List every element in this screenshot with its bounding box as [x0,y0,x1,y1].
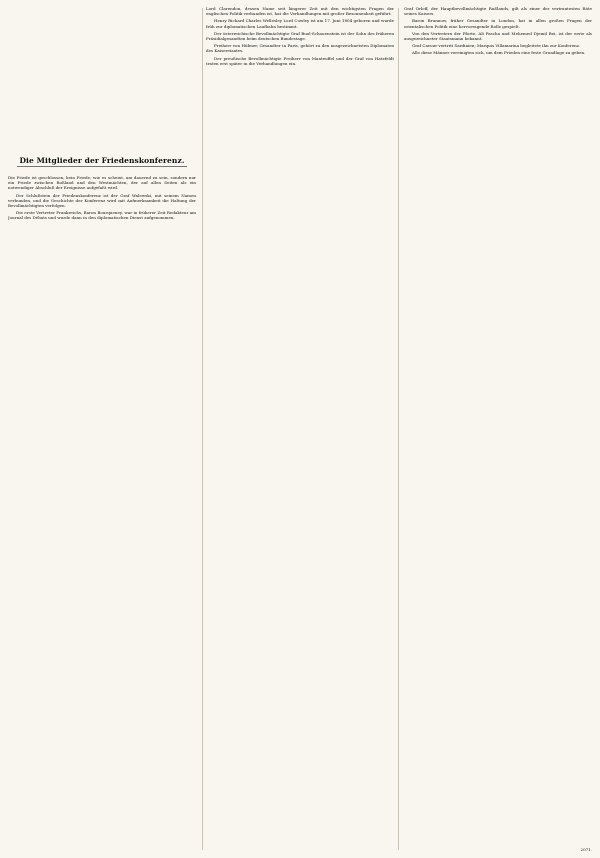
paragraph: Von den Vertretern der Pforte, Ali Pascha und Mehemed Djemil Bei, ist der erste als ausgezeichneter Staatsmann bekannt. [404,30,592,42]
column-3 [404,6,592,852]
paragraph: Lord Clarendon, dessen Name seit längerer Zeit mit den wichtigsten Fragen der englischen Politik verbunden ist, hat die Verhandlungen mit großer Besonnenheit geführt. [206,6,394,17]
column-1 [8,6,196,852]
article-title: Die Mitglieder der Friedenskonferenz. [19,156,185,165]
article-columns [8,6,592,852]
column-2 [206,6,394,852]
paragraph: Freiherr von Hübner, Gesandter in Paris, gehört zu den ausgezeichnetsten Diplomaten des Kaiserstaates. [206,43,394,54]
column-divider-2 [398,8,399,850]
page-footer-note: 2071. [580,847,592,852]
paragraph: Graf Orloff, der Hauptbevollmächtigte Rußlands, gilt als einer der vertrautesten Räte seines Kaisers. [404,6,592,17]
paragraph: Die Friede ist geschlossen, kein Friede, wie es scheint, um dauernd zu sein, sondern nur ein Friede zwischen Rußland und den Westmächten, der auf allen Seiten als ein notwendiger Abschluß der Ereignisse aufgefaßt wird. [8,175,196,191]
paragraph: Alle diese Männer vereinigten sich, um dem Frieden eine feste Grundlage zu geben. [412,50,586,56]
paragraph: Der Schlußstein der Friedenskonferenz ist der Graf Walewski, mit seinem Namen verbunden, und die Geschichte der Konferenz wird mit Aufmerksamkeit die Haltung der Bevollmächtigten verfolgen. [8,192,196,209]
paragraph: Baron Brunnow, früher Gesandter in London, hat in allen großen Fragen der orientalischen Politik eine hervorragende Rolle gespielt. [404,18,592,29]
paragraph: Der österreichische Bevollmächtigte Graf Buol-Schauenstein ist der Sohn des früheren Präsidialgesandten beim deutschen Bundestage. [206,30,394,42]
paragraph: Die erste Vertreter Frankreichs, Baron Bourqueney, war in früherer Zeit Redakteur am Journal des Débats und wurde dann in den diplomatischen Dienst aufgenommen. [8,210,196,221]
column-divider-1 [202,8,203,850]
paragraph: Henry Richard Charles Wellesley Lord Cowley ist am 17. Juni 1804 geboren und wurde früh zur diplomatischen Laufbahn bestimmt. [206,18,394,29]
headline-wrap [8,156,196,167]
paragraph: Graf Cavour vertritt Sardinien; Marquis Villamarina begleitete ihn zur Konferenz. [412,43,581,49]
paragraph: Der preußische Bevollmächtigte Freiherr von Manteuffel und der Graf von Hatzfeldt traten erst später in die Verhandlungen ein. [206,55,394,66]
